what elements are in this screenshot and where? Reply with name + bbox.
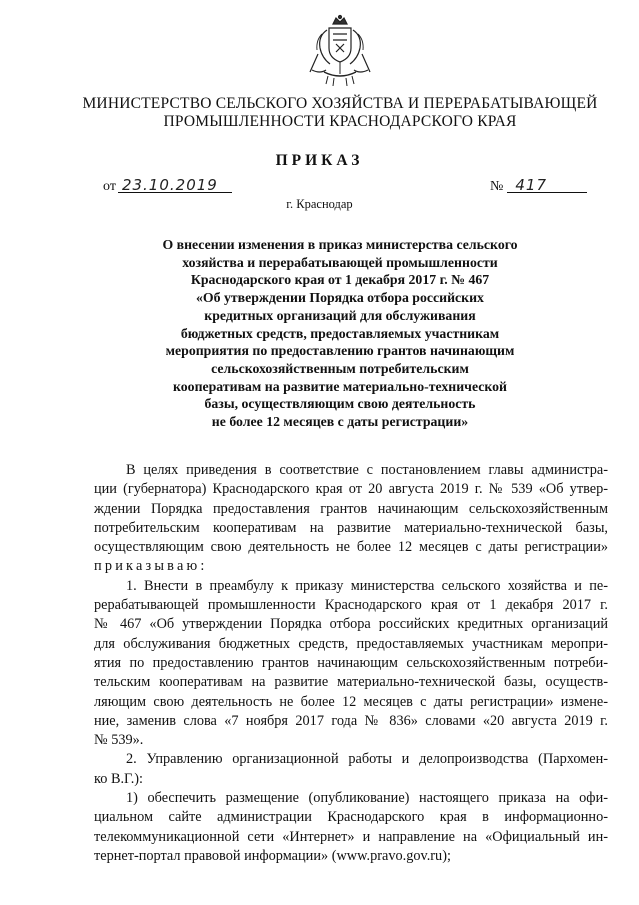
order-subject	[120, 236, 560, 431]
body-line: потребительским кооперативам на развитие материально-технической базы,	[94, 519, 608, 536]
order-date-value: 23.10.2019	[116, 176, 232, 194]
body-line: для обслуживания бюджетных средств, предоставляемых участникам меропри-	[94, 635, 608, 652]
order-body	[94, 461, 608, 866]
order-date-row	[103, 176, 232, 195]
body-line: осуществляющим свою деятельность не более 12 месяцев с даты регистрации»	[94, 539, 608, 556]
order-number-row	[490, 176, 587, 195]
subject-line: бюджетных средств, предоставляемых участникам	[180, 325, 500, 341]
body-line: 1) обеспечить размещение (опубликование) настоящего приказа на офи-	[126, 790, 608, 807]
subject-line: Краснодарского края от 1 декабря 2017 г. № 467	[190, 272, 490, 288]
body-line: циальном сайте администрации Краснодарского края в информационно-	[94, 809, 608, 826]
body-line: тернет-портал правовой информации» (www.pravo.gov.ru);	[94, 847, 451, 864]
order-number-value: 417	[503, 176, 587, 194]
number-label: №	[490, 179, 504, 194]
subject-line: кредитных организаций для обслуживания	[204, 307, 476, 323]
order-directive-word: приказываю:	[94, 558, 208, 575]
body-line: телекоммуникационной сети «Интернет» и направление на «Официальный ин-	[94, 828, 608, 845]
ministry-name-line-1: МИНИСТЕРСТВО СЕЛЬСКОГО ХОЗЯЙСТВА И ПЕРЕРАБАТЫВАЮЩЕЙ	[82, 95, 598, 112]
city-line: г. Краснодар	[286, 197, 353, 211]
subject-line: хозяйства и перерабатывающей промышленности	[182, 254, 498, 270]
body-line: рерабатывающей промышленности Краснодарского края от 1 декабря 2017 г.	[94, 597, 608, 614]
body-line: ние, заменив слова «7 ноября 2017 года № 836» словами «20 августа 2019 г.	[94, 712, 608, 729]
body-line: ко В.Г.):	[94, 770, 144, 787]
body-line: В целях приведения в соответствие с постановлением главы администра-	[126, 462, 608, 478]
subject-line: О внесении изменения в приказ министерства сельского	[162, 237, 518, 252]
subject-line: не более 12 месяцев с даты регистрации»	[211, 414, 469, 430]
body-line: ции (губернатора) Краснодарского края от 20 августа 2019 г. № 539 «Об утвер-	[94, 481, 608, 498]
body-line: ждении Порядка предоставления грантов начинающим сельскохозяйственным	[94, 500, 608, 517]
subject-line: сельскохозяйственным потребительским	[211, 360, 469, 376]
date-label: от	[103, 179, 116, 194]
document-type-title: ПРИКАЗ	[275, 152, 364, 169]
body-line: ятия по предоставлению грантов начинающим сельскохозяйственным потреби-	[94, 654, 608, 671]
krasnodar-coat-of-arms-icon	[300, 14, 380, 90]
body-line: 1. Внести в преамбулу к приказу министерства сельского хозяйства и пе-	[126, 577, 608, 594]
subject-line: базы, осуществляющим свою деятельность	[204, 396, 476, 412]
ministry-name-line-2: ПРОМЫШЛЕННОСТИ КРАСНОДАРСКОГО КРАЯ	[163, 113, 517, 130]
subject-line: «Об утверждении Порядка отбора российских	[196, 290, 484, 306]
subject-line: мероприятия по предоставлению грантов начинающим	[165, 343, 515, 359]
body-line: № 539».	[94, 732, 144, 749]
ministry-name	[80, 95, 600, 131]
body-line: № 467 «Об утверждении Порядка отбора российских кредитных организаций	[94, 616, 608, 633]
subject-line: кооперативам на развитие материально-технической	[173, 378, 507, 394]
body-line: тельским кооперативам на развитие материально-технической базы, осуществ-	[94, 674, 608, 691]
body-line: 2. Управлению организационной работы и делопроизводства (Пархомен-	[126, 751, 608, 768]
body-line: ляющим свою деятельность не более 12 месяцев с даты регистрации» измене-	[94, 693, 608, 710]
